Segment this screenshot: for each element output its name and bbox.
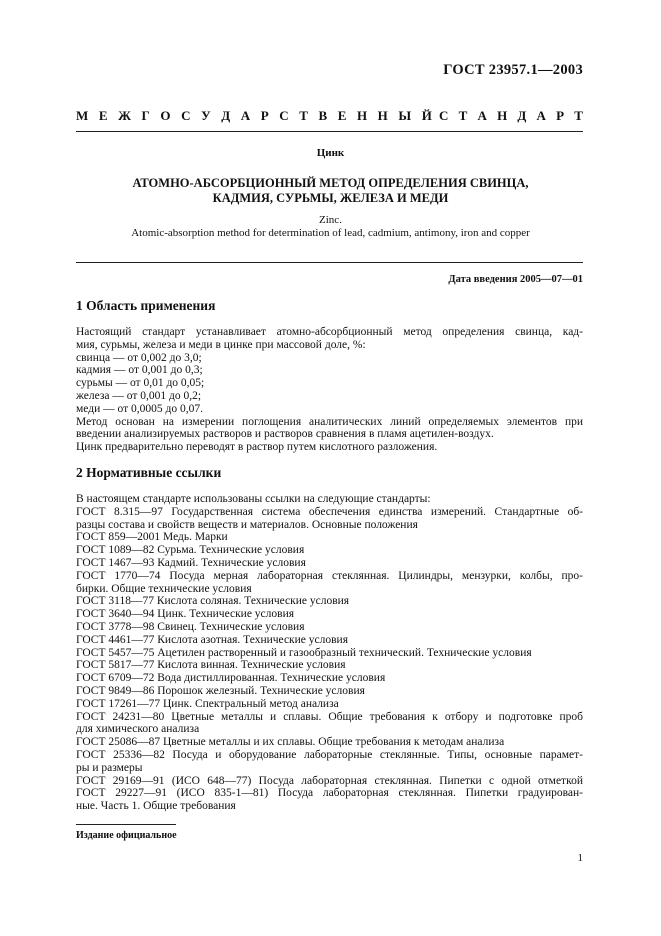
reference-line: ГОСТ 29169—91 (ИСО 648—77) Посуда лабораторная стеклянная. Пипетки с одной отметкой [76,774,583,787]
title-line: КАДМИЯ, СУРЬМЫ, ЖЕЛЕЗА И МЕДИ [212,191,449,205]
banner-letter: Т [458,108,468,123]
banner-letter: М [76,108,89,123]
banner-word-standard [439,108,583,124]
banner-word-interstate [76,108,432,124]
banner-letter: Е [337,108,347,123]
subject-heading: Цинк [316,147,345,159]
paragraph-line: свинца — от 0,002 до 3,0; [76,351,202,364]
paragraph-line: сурьмы — от 0,01 до 0,05; [76,377,205,390]
banner-letter: Д [221,108,231,123]
section-1-body [76,326,583,454]
reference-line: разцы состава и свойств веществ и материалов. Основные положения [76,518,418,531]
banner-letter: Г [141,108,150,123]
banner-letter: Д [517,108,527,123]
reference-line: ГОСТ 5457—75 Ацетилен растворенный и газообразный технический. Технические условия [76,646,532,659]
footer-rule [76,824,176,825]
reference-line: ГОСТ 25336—82 Посуда и оборудование лабораторные стеклянные. Типы, основные парамет- [76,748,583,761]
banner-letter: Н [356,108,368,123]
banner-letter: Н [377,108,388,123]
banner-letter: Ы [398,108,412,123]
title-rule [76,262,583,263]
reference-line: ГОСТ 3778—98 Свинец. Технические условия [76,620,305,633]
paragraph-line: меди — от 0,0005 до 0,07. [76,402,203,415]
reference-line: ры и размеры [76,761,143,774]
section-1-heading: 1 Область применения [76,298,216,313]
banner-letter: В [318,108,328,123]
reference-line: ГОСТ 8.315—97 Государственная система обеспечения единства измерений. Стандартные об- [76,505,583,518]
paragraph-line: железа — от 0,001 до 0,2; [76,389,202,402]
reference-line: для химического анализа [76,723,200,736]
reference-line: ГОСТ 24231—80 Цветные металлы и сплавы. Общие требования к отбору и подготовке проб [76,710,583,723]
edition-note: Издание официальное [76,830,177,841]
title-en-line: Atomic-absorption method for determination of lead, cadmium, antimony, iron and copper [131,227,530,239]
reference-line: ГОСТ 9849—86 Порошок железный. Технические условия [76,684,365,697]
title-line: АТОМНО-АБСОРБЦИОННЫЙ МЕТОД ОПРЕДЕЛЕНИЯ СВИНЦА, [132,176,529,190]
banner-letter: А [477,108,487,123]
banner-letter: Ж [118,108,131,123]
section-2-heading: 2 Нормативные ссылки [76,465,222,480]
reference-line: ГОСТ 859—2001 Медь. Марки [76,531,228,544]
banner-letter: Т [574,108,583,123]
banner-letter: Р [556,108,565,123]
page-number: 1 [577,852,583,864]
banner-letter: О [160,108,171,123]
reference-line: В настоящем стандарте использованы ссылки на следующие стандарты: [76,493,431,505]
document-title [80,176,581,206]
reference-line: ГОСТ 29227—91 (ИСО 835-1—81) Посуда лабораторная стеклянная. Пипетки градуирован- [76,787,583,800]
banner-letter: Т [299,108,308,123]
paragraph-line: Метод основан на измерении поглощения аналитических линий определяемых элементов при [76,415,583,428]
banner-letter: Р [260,108,269,123]
header-rule [76,131,583,132]
title-en-line: Zinc. [319,214,342,226]
banner-letter: У [201,108,211,123]
banner-letter: С [279,108,289,123]
reference-line: ГОСТ 4461—77 Кислота азотная. Технические условия [76,633,348,646]
banner-letter: С [181,108,191,123]
banner-letter: С [439,108,449,123]
banner-letter: Е [98,108,108,123]
introduction-date: Дата введения 2005—07—01 [448,274,583,285]
reference-line: ГОСТ 25086—87 Цветные металлы и их сплавы. Общие требования к методам анализа [76,736,505,749]
paragraph-line: кадмия — от 0,001 до 0,3; [76,364,203,377]
banner-letter: А [240,108,251,123]
document-code: ГОСТ 23957.1—2003 [443,62,583,78]
paragraph-line: введении анализируемых растворов и растворов сравнения в пламя ацетилен-воздух. [76,428,494,441]
reference-line: ГОСТ 3640—94 Цинк. Технические условия [76,608,295,621]
reference-line: ГОСТ 1467—93 Кадмий. Технические условия [76,556,306,569]
banner-letter: Н [497,108,508,123]
banner-letter: Й [421,108,432,123]
standard-banner [76,108,583,124]
paragraph-line: Настоящий стандарт устанавливает атомно-абсорбционный метод определения свинца, кад- [76,326,583,338]
reference-line: бирки. Общие технические условия [76,582,252,595]
reference-line: ные. Часть 1. Общие требования [76,800,236,813]
reference-line: ГОСТ 1770—74 Посуда мерная лабораторная стеклянная. Цилиндры, мензурки, колбы, про- [76,569,583,582]
banner-letter: А [536,108,546,123]
paragraph-line: мия, сурьмы, железа и меди в цинке при массовой доле, %: [76,338,366,351]
reference-line: ГОСТ 5817—77 Кислота винная. Технические условия [76,659,346,672]
reference-line: ГОСТ 17261—77 Цинк. Спектральный метод анализа [76,697,339,710]
reference-line: ГОСТ 6709—72 Вода дистиллированная. Технические условия [76,672,386,685]
section-2-body [76,493,583,813]
reference-line: ГОСТ 3118—77 Кислота соляная. Технические условия [76,595,350,608]
paragraph-line: Цинк предварительно переводят в раствор путем кислотного разложения. [76,441,438,454]
reference-line: ГОСТ 1089—82 Сурьма. Технические условия [76,544,305,557]
document-title-english [60,214,601,240]
